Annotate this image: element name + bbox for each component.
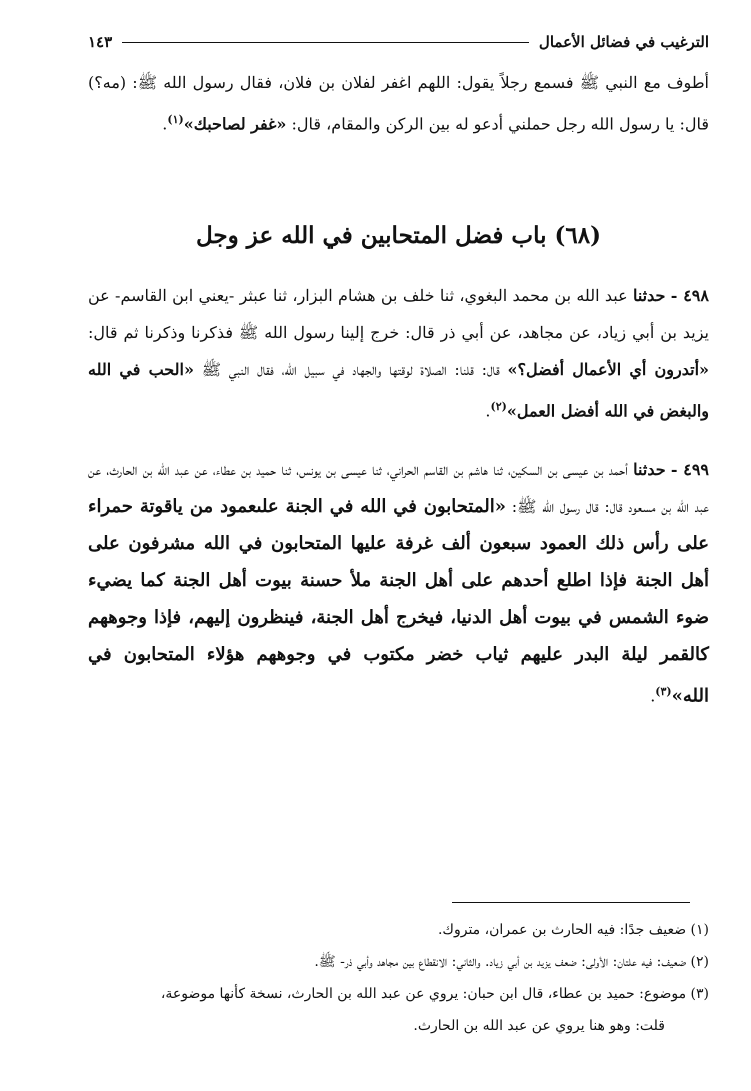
hadith-chain: عبد الله بن محمد البغوي، ثنا خلف بن هشام البزار، ثنا عبثر -يعني ابن القاسم- عن يزيد بن أبي زياد، عن مجاهد، عن أبي ذر قال: خرج إلينا رسول الله ﷺ فذكرنا وذكرنا ثم قال:	[88, 286, 709, 342]
footnote-ref-2[interactable]: (٢)	[490, 400, 507, 413]
footnote-separator	[452, 902, 690, 903]
chapter-heading: (٦٨) باب فضل المتحابين في الله عز وجل	[196, 222, 601, 249]
footnotes	[88, 914, 709, 1042]
hadith-opener: حدثنا	[633, 460, 666, 479]
hadith-opener: حدثنا	[632, 286, 666, 305]
footnote-1: (١) ضعيف جدًا: فيه الحارث بن عمران، متروك.	[437, 922, 709, 938]
page-number: ١٤٣	[88, 33, 113, 51]
intro-quote: «غفر لصاحبك»	[183, 114, 287, 134]
footnote-3-continued: قلت: وهو هنا يروي عن عبد الله بن الحارث.	[413, 1018, 665, 1034]
footnote-3: (٣) موضوع: حميد بن عطاء، قال ابن حبان: يروي عن عبد الله بن الحارث، نسخة كأنها موضوعة،	[160, 986, 709, 1002]
intro-paragraph: أطوف مع النبي ﷺ فسمع رجلاً يقول: اللهم اغفر لفلان بن فلان، فقال رسول الله ﷺ: (مه؟) قال: يا رسول الله رجل حملني أدعو له بين الركن والمقام، قال: «غفر لصاحبك»$^{(١)}$.	[88, 73, 709, 134]
hadith-text: قال: قلنا: الصلاة لوقتها والجهاد في سبيل الله، فقال النبي ﷺ	[201, 360, 500, 379]
hadith-number: ٤٩٨ -	[670, 286, 709, 305]
hadith-quote: «أتدرون أي الأعمال أفضل؟»	[507, 360, 710, 379]
footnote-2: (٢) ضعيف: فيه علتان: الأولى: ضعف يزيد بن أبي زياد. والثاني: الانقطاع بين مجاهد وأبي ذر- ﷺ.	[314, 954, 709, 970]
footnote-ref-1[interactable]: (١)	[167, 113, 184, 126]
hadith-quote: «الحب في الله والبغض في الله أفضل العمل»	[88, 360, 709, 421]
footnote-ref-3[interactable]: (٣)	[655, 685, 672, 698]
intro-text: أطوف مع النبي ﷺ فسمع رجلاً يقول: اللهم اغفر لفلان بن فلان، فقال رسول الله ﷺ: (مه؟) قال: يا رسول الله رجل حملني أدعو له بين الركن والمقام، قال:	[88, 73, 709, 134]
hadith-number: ٤٩٩ -	[670, 460, 709, 479]
running-header	[88, 30, 709, 54]
hadith-chain: أحمد بن عيسى بن السكين، ثنا هاشم بن القاسم الحراني، ثنا عيسى بن يونس، ثنا حميد بن عطاء، عن عبد الله بن الحارث، عن عبد الله بن مسعود قال: قال رسول الله ﷺ:	[88, 460, 710, 516]
hadith-498: ٤٩٨ - حدثنا عبد الله بن محمد البغوي، ثنا خلف بن هشام البزار، ثنا عبثر -يعني ابن القاسم- عن يزيد بن أبي زياد، عن مجاهد، عن أبي ذر قال: خرج إلينا رسول الله ﷺ فذكرنا وذكرنا ثم قال: «أتدرون أي الأعمال أفضل؟» قال: قلنا: الصلاة لوقتها والجهاد في سبيل الله، فقال النبي ﷺ «الحب في الله والبغض في الله أفضل العمل»$^{(٢)}$.	[88, 286, 710, 421]
hadith-quote: «المتحابون في الله في الجنة علىعمود من ياقوتة حمراء على رأس ذلك العمود سبعون ألف غرفة عليها المتحابون في الله مشرفون على أهل الجنة فإذا اطلع أحدهم على أهل الجنة ملأ حسنة بيوت أهل الجنة كما يضيء ضوء الشمس في بيوت أهل الدنيا، فيخرج أهل الجنة، فينظرون إليهم، فإذا وجوههم كالقمر ليلة البدر عليهم ثياب خضر مكتوب في وجوههم هؤلاء المتحابون في الله»	[88, 496, 709, 707]
hadith-499: ٤٩٩ - حدثنا أحمد بن عيسى بن السكين، ثنا هاشم بن القاسم الحراني، ثنا عيسى بن يونس، ثنا حميد بن عطاء، عن عبد الله بن الحارث، عن عبد الله بن مسعود قال: قال رسول الله ﷺ: «المتحابون في الله في الجنة علىعمود من ياقوتة حمراء على رأس ذلك العمود سبعون ألف غرفة عليها المتحابون في الله مشرفون على أهل الجنة فإذا اطلع أحدهم على أهل الجنة ملأ حسنة بيوت أهل الجنة كما يضيء ضوء الشمس في بيوت أهل الدنيا، فيخرج أهل الجنة، فينظرون إليهم، فإذا وجوههم كالقمر ليلة البدر عليهم ثياب خضر مكتوب في وجوههم هؤلاء المتحابون في الله»$^{(٣)}$.	[88, 460, 710, 707]
header-rule	[122, 42, 529, 43]
header-title: الترغيب في فضائل الأعمال	[538, 33, 709, 51]
